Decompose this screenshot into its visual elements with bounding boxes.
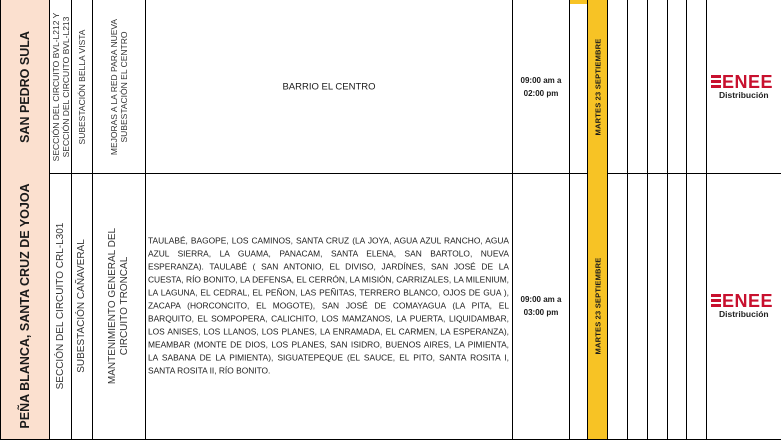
enee-mark-icon — [711, 293, 721, 309]
spacer-cell — [570, 173, 588, 439]
areas-text: TAULABÉ, BAGOPE, LOS CAMINOS, SANTA CRUZ (LA JOYA, AGUA AZUL RANCHO, AGUA AZUL SIERRA, LA GUAMA, PANACAM, SANTA ELENA, SAN BARTOLO, NUEVA ESPERANZA). TAULABÉ ( SAN ANTONIO, EL DIVISO, JARDÍNES, SAN JOSÉ DE LA CUESTA, RÍO BONITO, LA DEFENSA, EL CERRÓN, LA MISIÓN, CARRIZALES, LA MILENIUM, LA LAGUNA, EL CEDRAL, EL PEÑON, LAS PEÑITAS, TERRERO BLANCO, OJOS DE GUA ), ZACAPA (HORCONCITO, EL MOGOTE), SAN JOSÉ DE COMAYAGUA (LA PITA, EL BARQUITO, EL SOMPOPERA, CALICHITO, LOS MAMZANOS, LA PUERTA, LIQUIDAMBAR, LOS ANISES, LOS LLANOS, LOS PLANES, LA ENRAMADA, EL CARMEN, LA ESPERANZA), MEAMBAR (MONTE DE DIOS, LOS PLANES, SAN ISIDRO, BUENOS AIRES, LA PIMIENTA, LA SABANA DE LA PIMIENTA), SIGUATEPEQUE (EL SAUCE, EL PITO, SANTA ROSITA I, SANTA ROSITA II, RÍO BONITO. — [148, 235, 509, 376]
date-text: MARTES 23 SEPTIEMBRE — [593, 257, 602, 355]
empty-cell — [648, 173, 668, 439]
empty-cell — [608, 0, 628, 173]
empty-cell — [687, 173, 707, 439]
areas-cell — [146, 0, 513, 173]
table-row — [0, 173, 781, 440]
empty-cell — [608, 173, 628, 439]
substation-cell — [72, 173, 93, 439]
empty-cell — [628, 0, 648, 173]
enee-logo — [711, 71, 781, 100]
spacer-cell — [570, 0, 588, 173]
logo-cell — [707, 173, 781, 439]
circuit-text: SECCIÓN DEL CIRCUITO CRL-L301 — [54, 222, 66, 390]
empty-cell — [628, 173, 648, 439]
table-row — [0, 0, 781, 174]
time-cell — [513, 0, 570, 173]
logo-word: ENEE — [722, 71, 774, 92]
substation-text: SUBESTACIÓN BELLA VISTA — [77, 29, 87, 144]
date-cell — [588, 0, 608, 173]
empty-cell — [668, 0, 687, 173]
empty-cell — [687, 0, 707, 173]
work-cell — [93, 0, 146, 173]
circuit-cell — [50, 173, 72, 439]
empty-cell — [668, 173, 687, 439]
city-cell — [0, 173, 50, 439]
city-name: SAN PEDRO SULA — [18, 30, 32, 143]
city-name: PEÑA BLANCA, SANTA CRUZ DE YOJOA — [18, 183, 32, 429]
logo-cell — [707, 0, 781, 173]
circuit-text: SECCIÓN DEL CIRCUITO BVL-L212 Y SECCIÓN DEL CIRCUITO BVL-L213 — [50, 12, 71, 161]
time-cell — [513, 173, 570, 439]
logo-sub: Distribución — [719, 89, 769, 100]
date-cell — [588, 173, 608, 439]
areas-cell — [146, 173, 513, 439]
enee-mark-icon — [711, 74, 721, 90]
logo-sub: Distribución — [719, 309, 769, 319]
date-text: MARTES 23 SEPTIEMBRE — [593, 38, 602, 135]
logo-word: ENEE — [722, 291, 774, 311]
substation-text: SUBESTACIÓN CAÑAVERAL — [76, 239, 87, 373]
enee-logo — [711, 293, 781, 319]
work-cell — [93, 173, 146, 439]
city-cell — [0, 0, 50, 173]
time-range: 09:00 am a 03:00 pm — [520, 295, 562, 317]
circuit-cell — [50, 0, 72, 173]
substation-cell — [72, 0, 93, 173]
work-text: MANTENIMIENTO GENERAL DEL CIRCUITO TRONCAL — [107, 227, 130, 385]
areas-text: BARRIO EL CENTRO — [282, 81, 376, 92]
time-range: 09:00 am a 02:00 pm — [520, 75, 562, 98]
empty-cell — [648, 0, 668, 173]
work-text: MEJORAS A LA RED PARA NUEVA SUBESTACIÓN EL CENTRO — [109, 18, 129, 155]
